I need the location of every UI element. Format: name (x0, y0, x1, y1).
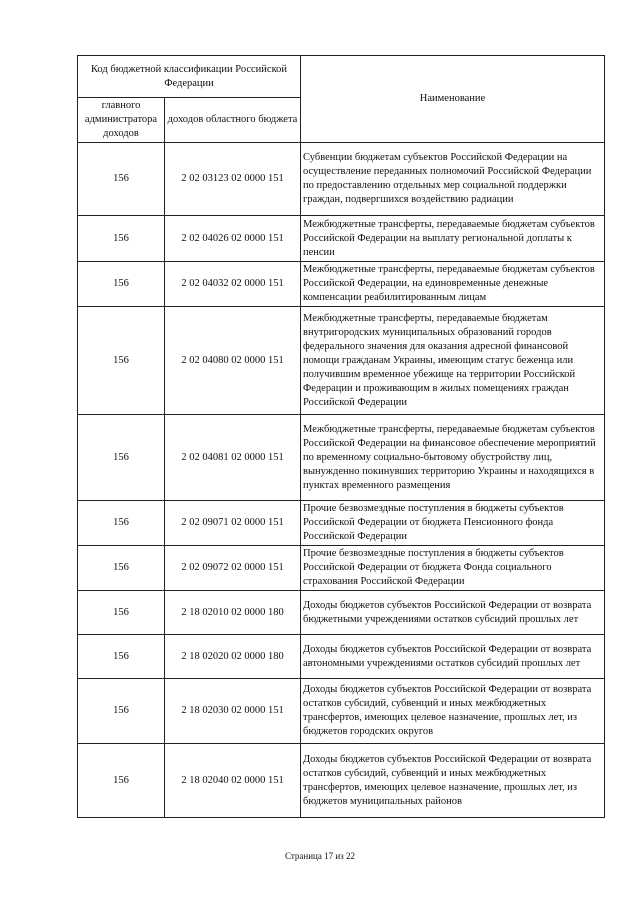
budget-classification-table (77, 55, 605, 818)
income-code-cell: 2 02 04032 02 0000 151 (165, 262, 301, 307)
income-code-cell: 2 02 04080 02 0000 151 (165, 307, 301, 415)
admin-code-cell: 156 (78, 635, 165, 679)
table-row (78, 744, 605, 818)
income-code-cell: 2 02 03123 02 0000 151 (165, 143, 301, 216)
admin-code-cell: 156 (78, 546, 165, 591)
income-code-cell: 2 02 09072 02 0000 151 (165, 546, 301, 591)
name-cell: Межбюджетные трансферты, передаваемые бюджетам субъектов Российской Федерации на финансовое обеспечение мероприятий по временному социально-бытовому обустройству лиц, вынужденно покинувших территорию Украины и находящихся в пунктах временного размещения (301, 415, 605, 501)
group-header-budget-code: Код бюджетной классификации Российской Федерации (78, 56, 301, 98)
admin-code-cell: 156 (78, 216, 165, 262)
name-cell: Прочие безвозмездные поступления в бюджеты субъектов Российской Федерации от бюджета Фонда социального страхования Российской Федерации (301, 546, 605, 591)
income-code-cell: 2 02 04026 02 0000 151 (165, 216, 301, 262)
admin-code-cell: 156 (78, 744, 165, 818)
name-cell: Субвенции бюджетам субъектов Российской Федерации на осуществление переданных полномочий Российской Федерации по предоставлению отдельных мер социальной поддержки граждан, подвергшихся воздействию радиации (301, 143, 605, 216)
admin-code-cell: 156 (78, 591, 165, 635)
name-cell: Доходы бюджетов субъектов Российской Федерации от возврата остатков субсидий, субвенций и иных межбюджетных трансфертов, имеющих целевое назначение, прошлых лет, из бюджетов городских округов (301, 679, 605, 744)
admin-code-cell: 156 (78, 415, 165, 501)
name-cell: Межбюджетные трансферты, передаваемые бюджетам субъектов Российской Федерации, на единовременные денежные компенсации реабилитированным лицам (301, 262, 605, 307)
admin-code-cell: 156 (78, 262, 165, 307)
table-row (78, 591, 605, 635)
admin-code-cell: 156 (78, 307, 165, 415)
table-row (78, 501, 605, 546)
table-row (78, 415, 605, 501)
table-row (78, 143, 605, 216)
name-cell: Межбюджетные трансферты, передаваемые бюджетам субъектов Российской Федерации на выплату региональной доплаты к пенсии (301, 216, 605, 262)
name-cell: Прочие безвозмездные поступления в бюджеты субъектов Российской Федерации от бюджета Пенсионного фонда Российской Федерации (301, 501, 605, 546)
income-code-cell: 2 18 02030 02 0000 151 (165, 679, 301, 744)
table-row (78, 307, 605, 415)
table-row (78, 216, 605, 262)
name-cell: Доходы бюджетов субъектов Российской Федерации от возврата остатков субсидий, субвенций и иных межбюджетных трансфертов, имеющих целевое назначение, прошлых лет, из бюджетов муниципальных районов (301, 744, 605, 818)
page-number: Страница 17 из 22 (285, 851, 355, 861)
table-row (78, 262, 605, 307)
admin-code-cell: 156 (78, 679, 165, 744)
admin-code-cell: 156 (78, 501, 165, 546)
table-row (78, 635, 605, 679)
name-cell: Межбюджетные трансферты, передаваемые бюджетам внутригородских муниципальных образований городов федерального значения для оказания адресной финансовой помощи гражданам Украины, имеющим статус беженца или получившим временное убежище на территории Российской Федерации и проживающим в жилых помещениях граждан Российской Федерации (301, 307, 605, 415)
income-code-cell: 2 18 02040 02 0000 151 (165, 744, 301, 818)
income-code-cell: 2 18 02020 02 0000 180 (165, 635, 301, 679)
name-cell: Доходы бюджетов субъектов Российской Федерации от возврата автономными учреждениями остатков субсидий прошлых лет (301, 635, 605, 679)
name-cell: Доходы бюджетов субъектов Российской Федерации от возврата бюджетными учреждениями остатков субсидий прошлых лет (301, 591, 605, 635)
table-row (78, 546, 605, 591)
table-row (78, 679, 605, 744)
header-name: Наименование (301, 56, 605, 143)
header-main-administrator: главного администратора доходов (78, 98, 165, 143)
income-code-cell: 2 02 04081 02 0000 151 (165, 415, 301, 501)
table-body (78, 143, 605, 818)
income-code-cell: 2 18 02010 02 0000 180 (165, 591, 301, 635)
admin-code-cell: 156 (78, 143, 165, 216)
income-code-cell: 2 02 09071 02 0000 151 (165, 501, 301, 546)
header-regional-income: доходов областного бюджета (165, 98, 301, 143)
